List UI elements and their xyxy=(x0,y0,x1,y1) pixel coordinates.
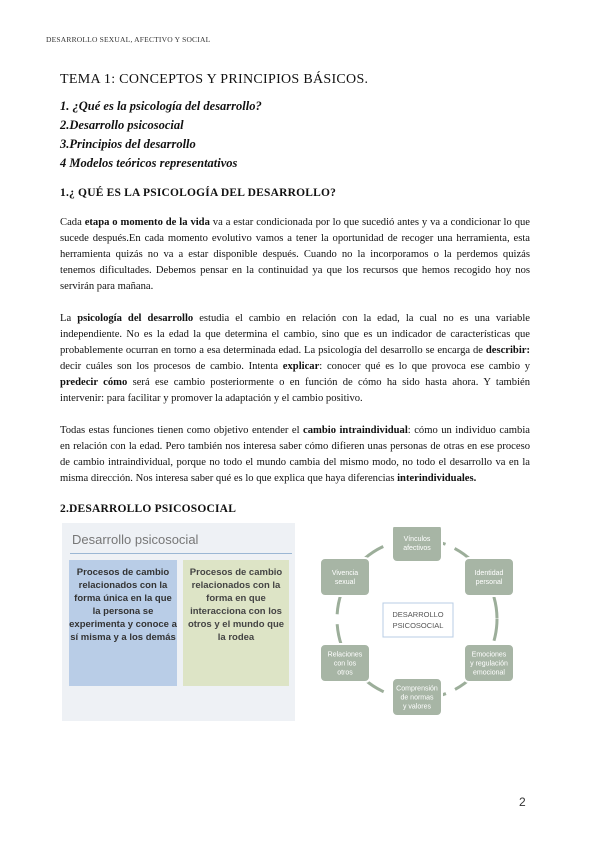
toc-item-4: 4 Modelos teóricos representativos xyxy=(60,156,238,170)
paragraph-3: Todas estas funciones tienen como objetivo entender el cambio intraindividual: cómo un individuo cambia en relación con la edad. Pero también nos interesa saber cómo difieren unas personas de otras en ese proceso de cambio intraindividual, porque no todo el mundo cambia del mismo modo, no todo el desarrollo va en la misma dirección. Nos interesa saber qué es lo que explica que haya diferencias interindividuales. xyxy=(60,425,530,484)
paragraph-2: La psicología del desarrollo estudia el cambio en relación con la edad, la cual no es una variable independiente. No es la edad la que determina el cambio, sino que es un indicador de características que probablemente ocurran en torno a esa determinada edad. La psicología del desarrollo se encarga de describir: decir cuáles son los procesos de cambio. Intenta explicar: conocer qué es lo que provoca ese cambio y predecir cómo será ese cambio posteriormente o en función de cómo ha sido hasta ahora. Y también intervenir: para facilitar y promover la adaptación y el cambio positivo. xyxy=(60,313,531,404)
node-relaciones-label: con los xyxy=(333,660,357,668)
center-label: PSICOSOCIAL xyxy=(392,621,444,630)
bold-term: cambio intraindividual xyxy=(303,425,408,436)
bold-term: predecir cómo xyxy=(60,377,128,388)
node-vinculos-label: afectivos xyxy=(403,545,431,552)
node-vivencia-label: Vivencia xyxy=(331,570,359,577)
bold-term: explicar xyxy=(282,361,320,372)
section-2-heading: 2.DESARROLLO PSICOSOCIAL xyxy=(60,503,237,515)
node-comprension-label: Comprensión xyxy=(396,685,438,693)
node-identidad-label: personal xyxy=(475,579,503,586)
node-vivencia-label: sexual xyxy=(334,579,356,586)
chapter-title: TEMA 1: CONCEPTOS Y PRINCIPIOS BÁSICOS. xyxy=(60,72,369,87)
page-content xyxy=(60,72,530,723)
page-number: 2 xyxy=(519,795,526,809)
node-vinculos-label: Vínculos xyxy=(403,536,431,543)
center-box xyxy=(383,603,453,637)
node-comprension-label: y valores xyxy=(402,703,432,711)
toc-item-3: 3.Principios del desarrollo xyxy=(60,137,196,151)
bold-term: describir: xyxy=(485,345,530,356)
social-change-box: Procesos de cambio relacionados con la forma en que interacciona con los otros y el mundo que la rodea xyxy=(183,560,289,686)
node-relaciones-label: otros xyxy=(337,669,353,677)
bold-term: psicología del desarrollo xyxy=(77,313,194,324)
section-1-heading: 1.¿ QUÉ ES LA PSICOLOGÍA DEL DESARROLLO? xyxy=(60,187,337,199)
toc-item-2: 2.Desarrollo psicosocial xyxy=(60,118,184,132)
self-change-box: Procesos de cambio relacionados con la forma única en la que la persona se experimenta y conoce a sí misma y a los demás xyxy=(69,560,177,686)
title-underline xyxy=(70,553,292,554)
center-label: DESARROLLO xyxy=(392,610,444,619)
psychosocial-cycle-diagram xyxy=(305,527,530,719)
figure-title: Desarrollo psicosocial xyxy=(72,532,199,547)
node-relaciones-label: Relaciones xyxy=(327,651,363,659)
node-identidad-box xyxy=(464,558,514,596)
paragraph-1: Cada etapa o momento de la vida va a estar condicionada por lo que sucedió antes y va a condicionar lo que sucede después.En cada momento evolutivo vamos a tener la oportunidad de recoger una herramienta, esta herramienta quizás no va a estar disponible después. Cuando no la incorporamos o la perdemos quizás tenemos dificultades. Debemos pensar en la continuidad ya que los recursos que hemos recogido hoy nos servirán para mañana. xyxy=(60,217,530,292)
node-emociones-label: emocional xyxy=(473,669,505,677)
node-comprension-label: de normas xyxy=(400,694,434,702)
bold-term: interindividuales. xyxy=(397,473,477,484)
running-header: DESARROLLO SEXUAL, AFECTIVO Y SOCIAL xyxy=(46,35,211,44)
psychosocial-figure xyxy=(60,523,530,723)
bold-term: etapa o momento de la vida xyxy=(84,217,210,228)
node-vivencia-box xyxy=(320,558,370,596)
node-emociones-label: Emociones xyxy=(471,651,507,659)
figure-left-panel xyxy=(62,523,295,721)
node-emociones-label: y regulación xyxy=(470,660,508,668)
toc-item-1: 1. ¿Qué es la psicología del desarrollo? xyxy=(60,99,262,113)
node-identidad-label: Identidad xyxy=(474,570,504,577)
table-of-contents xyxy=(60,97,530,173)
